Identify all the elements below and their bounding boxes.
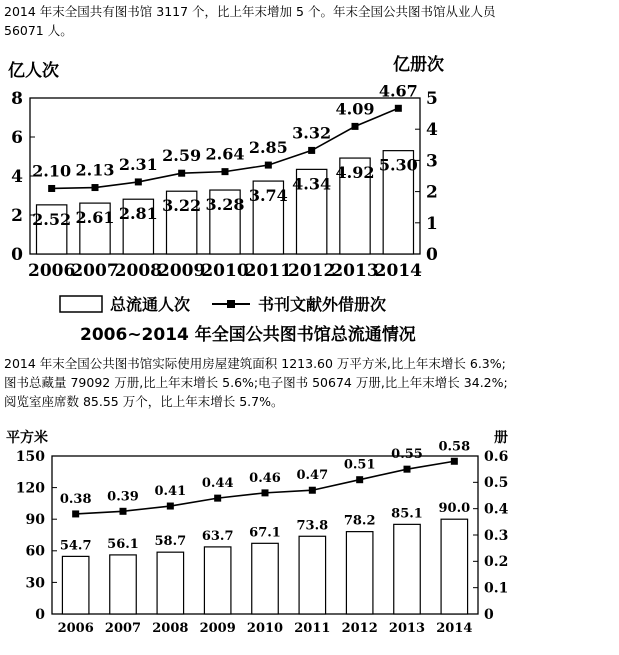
intro-line-2: 56071 人。 (4, 23, 73, 38)
line-marker (308, 147, 315, 154)
line-marker (451, 458, 458, 465)
left-axis-tick-label: 8 (11, 88, 23, 109)
bar (441, 519, 468, 614)
x-axis-tick-label: 2011 (294, 621, 331, 636)
bar-data-label: 73.8 (296, 518, 329, 534)
line-marker (222, 168, 229, 175)
left-axis-unit: 平方米 (6, 430, 48, 446)
line-marker (72, 510, 79, 517)
x-axis-tick-label: 2014 (436, 621, 473, 636)
bar (157, 552, 184, 614)
line-data-label: 2.59 (162, 146, 202, 166)
x-axis-tick-label: 2008 (152, 621, 189, 636)
bar-data-label: 78.2 (343, 513, 376, 529)
left-axis-tick-label: 0 (35, 606, 45, 623)
line-data-label: 0.47 (296, 468, 329, 484)
left-axis-tick-label: 30 (25, 575, 45, 592)
left-axis-tick-label: 2 (11, 205, 23, 226)
line-marker (167, 503, 174, 510)
right-axis-tick-label: 2 (426, 182, 438, 203)
bar-data-label: 3.22 (162, 196, 202, 216)
line-data-label: 2.13 (75, 160, 115, 180)
line-marker (309, 487, 316, 494)
line-data-label: 0.58 (438, 439, 471, 455)
line-marker (135, 178, 142, 185)
line-data-label: 0.39 (107, 489, 139, 505)
chart-area-books (0, 420, 619, 655)
left-axis-tick-label: 0 (11, 244, 23, 265)
line-data-label: 2.64 (205, 144, 245, 164)
legend-bar-label: 总流通人次 (110, 295, 191, 314)
x-axis-tick-label: 2006 (57, 621, 94, 636)
bar-data-label: 3.28 (205, 195, 245, 215)
bar (62, 556, 89, 614)
legend-line-marker (227, 300, 235, 308)
middle-line-3: 阅览室座席数 85.55 万个，比上年末增长 5.7%。 (4, 394, 284, 409)
line-marker (395, 105, 402, 112)
x-axis-tick-label: 2007 (71, 261, 119, 281)
right-axis-tick-label: 3 (426, 151, 438, 172)
line-marker (48, 185, 55, 192)
left-axis-tick-label: 90 (25, 512, 45, 529)
x-axis-tick-label: 2009 (158, 261, 206, 281)
right-axis-tick-label: 0.2 (484, 554, 509, 571)
legend (60, 295, 386, 314)
line-marker (404, 466, 411, 473)
left-axis-tick-label: 120 (15, 480, 45, 497)
x-axis-tick-label: 2010 (246, 621, 284, 636)
x-axis-tick-label: 2012 (288, 261, 336, 281)
line-data-label: 0.41 (154, 484, 187, 500)
line-data-label: 4.67 (378, 81, 418, 101)
right-axis-tick-label: 1 (426, 213, 438, 234)
line-data-label: 2.10 (32, 161, 72, 181)
bar-data-label: 2.61 (75, 208, 115, 228)
bar-data-label: 3.74 (248, 186, 288, 206)
line-data-label: 0.38 (59, 491, 92, 507)
line-marker (262, 489, 269, 496)
x-axis-tick-label: 2009 (199, 621, 236, 636)
line-data-label: 2.31 (118, 154, 158, 174)
line-marker (214, 495, 221, 502)
right-axis-tick-label: 0.1 (484, 580, 509, 597)
left-axis-tick-label: 4 (11, 166, 23, 187)
line-marker (265, 162, 272, 169)
right-axis-tick-label: 5 (426, 88, 438, 109)
line-marker (120, 508, 127, 515)
chart-title: 2006~2014 年全国公共图书馆总流通情况 (80, 325, 416, 345)
bar-data-label: 56.1 (107, 536, 139, 552)
left-axis-tick-label: 150 (15, 448, 45, 465)
x-axis-tick-label: 2011 (244, 261, 292, 281)
bar (394, 524, 421, 614)
bar (299, 536, 326, 614)
line-marker (356, 476, 363, 483)
right-axis-tick-label: 0 (484, 606, 494, 623)
middle-line-2: 图书总藏量 79092 万册,比上年末增长 5.6%;电子图书 50674 万册,比上年末增长 34.2%; (4, 375, 508, 390)
left-axis-unit: 亿人次 (8, 61, 59, 81)
x-axis-tick-label: 2013 (331, 261, 379, 281)
line-data-label: 0.46 (249, 470, 281, 486)
line-marker (352, 123, 359, 130)
bar-data-label: 2.81 (118, 204, 158, 224)
bar-data-label: 4.92 (335, 163, 375, 183)
line-data-label: 4.09 (335, 99, 375, 119)
right-axis-tick-label: 0.6 (484, 448, 509, 465)
x-axis-tick-label: 2008 (114, 261, 162, 281)
bar (110, 555, 137, 614)
x-axis-tick-label: 2010 (201, 261, 249, 281)
x-axis-tick-label: 2007 (104, 621, 142, 636)
x-axis-tick-label: 2006 (28, 261, 76, 281)
right-axis-tick-label: 0.4 (484, 501, 509, 518)
bar-data-label: 67.1 (249, 525, 281, 541)
line-marker (92, 184, 99, 191)
line-data-label: 3.32 (292, 123, 332, 143)
x-axis-tick-label: 2014 (374, 261, 422, 281)
right-axis-unit: 亿册次 (393, 55, 444, 75)
legend-bar-swatch (60, 296, 102, 312)
line-data-label: 0.51 (343, 457, 376, 473)
bar-data-label: 58.7 (154, 534, 187, 550)
line-data-label: 0.44 (201, 476, 234, 492)
bar-data-label: 90.0 (438, 501, 471, 517)
right-axis-tick-label: 0 (426, 244, 438, 265)
bar-data-label: 5.30 (378, 155, 418, 175)
right-axis-unit: 册 (494, 430, 508, 446)
left-axis-tick-label: 60 (25, 543, 45, 560)
line-marker (178, 170, 185, 177)
bar-data-label: 4.34 (292, 174, 332, 194)
legend-line-label: 书刊文献外借册次 (258, 295, 387, 314)
right-axis-tick-label: 4 (426, 120, 438, 141)
line-data-label: 0.55 (391, 447, 423, 463)
chart-circulation (0, 48, 619, 348)
bar (252, 543, 279, 614)
bar (204, 547, 231, 614)
left-axis-tick-label: 6 (11, 127, 23, 148)
line-data-label: 2.85 (248, 138, 288, 158)
bar-data-label: 2.52 (32, 209, 72, 229)
bar-data-label: 54.7 (59, 538, 92, 554)
x-axis-tick-label: 2013 (388, 621, 426, 636)
right-axis-tick-label: 0.3 (484, 527, 509, 544)
right-axis-tick-label: 0.5 (484, 475, 509, 492)
middle-line-1: 2014 年末全国公共图书馆实际使用房屋建筑面积 1213.60 万平方米,比上年末增长 6.3%; (4, 356, 506, 371)
intro-line-1: 2014 年末全国共有图书馆 3117 个，比上年末增加 5 个。年末全国公共图书馆从业人员 (4, 4, 496, 19)
bar-data-label: 63.7 (201, 528, 234, 544)
bar-data-label: 85.1 (391, 506, 423, 522)
bar (346, 532, 373, 614)
x-axis-tick-label: 2012 (341, 621, 378, 636)
